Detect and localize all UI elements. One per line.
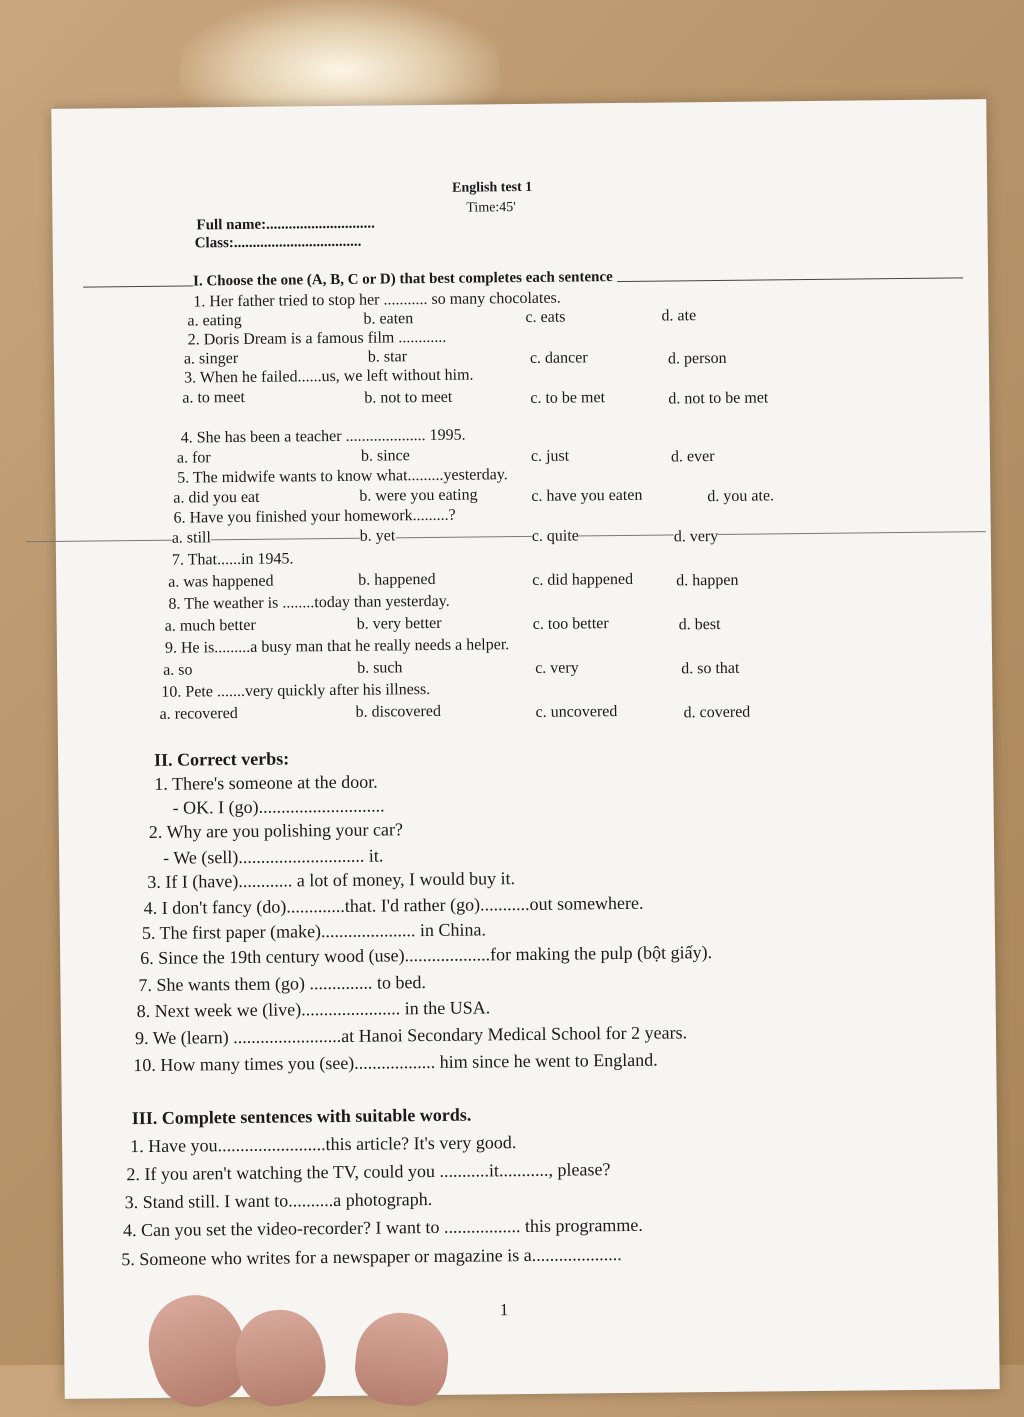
verb-line-7: 7. She wants them (go) .............. to bed. [138, 972, 427, 996]
option-6c: c. quite [531, 527, 579, 545]
question-5: 5. The midwife wants to know what.........yesterday. [177, 466, 508, 487]
option-10c: c. uncovered [535, 703, 618, 721]
option-10a: a. recovered [159, 705, 238, 723]
option-8a: a. much better [164, 616, 256, 635]
option-7c: c. did happened [532, 570, 634, 589]
question-7: 7. That......in 1945. [171, 550, 294, 569]
option-4b: b. since [360, 447, 410, 465]
option-3b: b. not to meet [364, 388, 453, 407]
option-8b: b. very better [356, 614, 442, 633]
option-1b: b. eaten [363, 310, 414, 328]
complete-line-4: 4. Can you set the video-recorder? I want to ................. this programme. [122, 1214, 643, 1241]
option-3c: c. to be met [530, 389, 606, 407]
option-9b: b. such [357, 659, 403, 677]
verb-line-2-answer: - We (sell)............................ it. [163, 845, 384, 868]
verb-line-6: 6. Since the 19th century wood (use)...................for making the pulp (bột giấy). [140, 942, 713, 969]
verb-line-2: 2. Why are you polishing your car? [148, 819, 404, 842]
full-name-field[interactable]: Full name:............................. [196, 215, 375, 234]
option-3d: d. not to be met [668, 389, 769, 408]
option-4a: a. for [176, 449, 211, 467]
verb-line-5: 5. The first paper (make)..................... in China. [141, 919, 487, 944]
question-1: 1. Her father tried to stop her ........... so many chocolates. [193, 289, 561, 311]
test-time: Time:45' [466, 200, 516, 216]
option-1c: c. eats [525, 308, 566, 326]
option-7d: d. happen [676, 571, 739, 590]
option-9a: a. so [163, 661, 193, 679]
section1-heading: I. Choose the one (A, B, C or D) that best completes each sentence [193, 269, 617, 290]
option-6d: d. very [673, 527, 719, 546]
verb-line-1-answer: - OK. I (go)............................ [172, 795, 385, 818]
question-8: 8. The weather is ........today than yesterday. [168, 592, 450, 613]
class-field[interactable]: Class:.................................. [194, 233, 362, 252]
option-10b: b. discovered [355, 702, 442, 721]
complete-line-1: 1. Have you........................this article? It's very good. [130, 1132, 517, 1157]
option-8c: c. too better [532, 615, 609, 633]
option-6b: b. yet [359, 527, 396, 545]
verb-line-1: 1. There's someone at the door. [154, 771, 378, 794]
option-5b: b. were you eating [359, 486, 478, 505]
fold-line [26, 531, 986, 542]
page-number: 1 [499, 1300, 509, 1320]
option-9c: c. very [535, 659, 579, 677]
option-5c: c. have you eaten [531, 486, 643, 505]
verb-line-10: 10. How many times you (see).................. him since he went to England. [133, 1049, 658, 1076]
question-4: 4. She has been a teacher .................... 1995. [180, 426, 466, 447]
test-title: English test 1 [452, 179, 533, 196]
option-10d: d. covered [683, 703, 751, 722]
option-2d: d. person [667, 349, 727, 368]
option-1a: a. eating [187, 311, 242, 330]
verb-line-9: 9. We (learn) ........................at Hanoi Secondary Medical School for 2 years. [134, 1022, 688, 1049]
option-7a: a. was happened [168, 572, 274, 591]
option-6a: a. still [171, 529, 211, 547]
question-3: 3. When he failed......us, we left without him. [184, 366, 474, 387]
test-paper [51, 99, 999, 1399]
question-10: 10. Pete .......very quickly after his illness. [161, 680, 431, 701]
option-9d: d. so that [681, 659, 740, 678]
option-2c: c. dancer [529, 349, 588, 367]
option-4c: c. just [530, 447, 570, 465]
option-5d: d. you ate. [707, 487, 775, 506]
option-8d: d. best [678, 615, 721, 634]
section3-heading: III. Complete sentences with suitable words. [131, 1104, 472, 1129]
question-9: 9. He is.........a busy man that he really needs a helper. [164, 636, 510, 657]
option-3a: a. to meet [182, 388, 246, 407]
option-2a: a. singer [183, 349, 239, 368]
complete-line-3: 3. Stand still. I want to..........a photograph. [124, 1189, 433, 1213]
verb-line-8: 8. Next week we (live)...................... in the USA. [136, 997, 491, 1022]
section2-heading: II. Correct verbs: [153, 748, 290, 770]
option-7b: b. happened [358, 570, 436, 589]
complete-line-2: 2. If you aren't watching the TV, could you ...........it..........., please? [126, 1159, 611, 1185]
option-2b: b. star [367, 348, 408, 366]
option-5a: a. did you eat [173, 488, 260, 507]
verb-line-4: 4. I don't fancy (do).............that. I'd rather (go)...........out somewhere. [143, 892, 644, 919]
option-4d: d. ever [670, 448, 715, 466]
verb-line-3: 3. If I (have)............ a lot of money, I would buy it. [147, 868, 516, 892]
option-1d: d. ate [661, 307, 697, 325]
complete-line-5: 5. Someone who writes for a newspaper or magazine is a.................... [121, 1244, 622, 1270]
question-2: 2. Doris Dream is a famous film ............ [187, 328, 447, 349]
question-6: 6. Have you finished your homework.........? [173, 506, 456, 527]
